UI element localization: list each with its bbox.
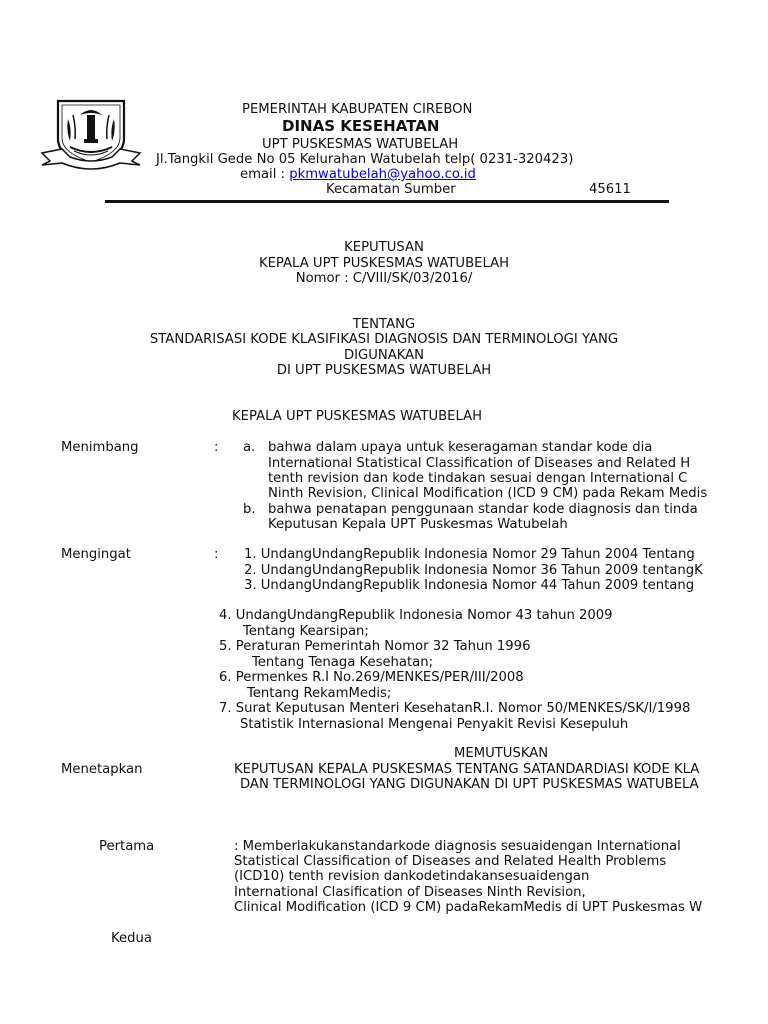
memutuskan-heading: MEMUTUSKAN [454, 746, 549, 761]
menimbang-a-line: Ninth Revision, Clinical Modification (ICD 9 CM) pada Rekam Medis [268, 486, 708, 501]
menimbang-b-line: Keputusan Kepala UPT Puskesmas Watubelah [268, 517, 568, 532]
mengingat-item: 2. UndangUndangRepublik Indonesia Nomor 36 Tahun 2009 tentangK [244, 563, 703, 578]
decree-title: KEPUTUSAN [344, 240, 424, 255]
header-department-line: DINAS KESEHATAN [282, 117, 440, 135]
menimbang-a-line: bahwa dalam upaya untuk keseragaman standar kode dia [268, 440, 653, 455]
pertama-line: International Clasification of Diseases Ninth Revision, [234, 885, 586, 900]
subject-line-1: STANDARISASI KODE KLASIFIKASI DIAGNOSIS DAN TERMINOLOGI YANG [149, 332, 619, 347]
decree-number: Nomor : C/VIII/SK/03/2016/ [295, 271, 473, 286]
pertama-line: Statistical Classification of Diseases and Related Health Problems [234, 854, 667, 869]
header-address-line: Jl.Tangkil Gede No 05 Kelurahan Watubelah telp( 0231-320423) [156, 152, 574, 167]
mengingat-item-detail: Tentang RekamMedis; [247, 686, 392, 701]
pertama-line: : Memberlakukanstandarkode diagnosis sesuaidengan International [234, 839, 681, 854]
mengingat-item: 6. Permenkes R.I No.269/MENKES/PER/III/2008 [219, 670, 524, 685]
mengingat-item-detail: Tentang Tenaga Kesehatan; [252, 655, 434, 670]
menimbang-b-marker: b. [243, 502, 256, 517]
mengingat-item: 4. UndangUndangRepublik Indonesia Nomor 43 tahun 2009 [219, 608, 613, 623]
decree-issuer: KEPALA UPT PUSKESMAS WATUBELAH [258, 256, 510, 271]
mengingat-item-detail: Tentang Kearsipan; [243, 624, 369, 639]
email-link[interactable]: pkmwatubelah@yahoo.co.id [289, 167, 476, 182]
menetapkan-label: Menetapkan [61, 762, 143, 777]
menetapkan-line: KEPUTUSAN KEPALA PUSKESMAS TENTANG SATANDARDIASI KODE KLA [234, 762, 700, 777]
subject-line-2: DIGUNAKAN [343, 348, 425, 363]
mengingat-label: Mengingat [61, 547, 131, 562]
email-label: email : [240, 167, 290, 182]
header-postal-code: 45611 [589, 182, 631, 197]
menimbang-a-line: tenth revision dan kode tindakan sesuai dengan International C [268, 471, 688, 486]
header-unit-line: UPT PUSKESMAS WATUBELAH [262, 137, 459, 152]
mengingat-item: 3. UndangUndangRepublik Indonesia Nomor 44 Tahun 2009 tentang [244, 578, 695, 593]
menimbang-b-line: bahwa penatapan penggunaan standar kode diagnosis dan tinda [268, 502, 698, 517]
pertama-line: (ICD10) tenth revision dankodetindakansesuaidengan [234, 869, 590, 884]
mengingat-item: 5. Peraturan Pemerintah Nomor 32 Tahun 1996 [219, 639, 531, 654]
letterhead-divider [105, 200, 669, 203]
header-email-line [240, 167, 476, 182]
mengingat-item-detail: Statistik Internasional Mengenai Penyakit Revisi Kesepuluh [240, 717, 629, 732]
subject-line-3: DI UPT PUSKESMAS WATUBELAH [276, 363, 492, 378]
menimbang-a-marker: a. [243, 440, 256, 455]
menimbang-colon: : [214, 440, 219, 455]
menimbang-a-line: International Statistical Classification of Diseases and Related H [268, 456, 691, 471]
header-district: Kecamatan Sumber [326, 182, 456, 197]
issuing-official: KEPALA UPT PUSKESMAS WATUBELAH [232, 409, 483, 424]
pertama-line: Clinical Modification (ICD 9 CM) padaRekamMedis di UPT Puskesmas W [234, 900, 703, 915]
mengingat-item: 1. UndangUndangRepublik Indonesia Nomor 29 Tahun 2004 Tentang [244, 547, 695, 562]
pertama-label: Pertama [99, 839, 155, 854]
menetapkan-line: DAN TERMINOLOGI YANG DIGUNAKAN DI UPT PUSKESMAS WATUBELA [240, 777, 699, 792]
cirebon-regency-seal-icon [40, 95, 142, 171]
mengingat-colon: : [214, 547, 219, 562]
mengingat-item: 7. Surat Keputusan Menteri KesehatanR.I. Nomor 50/MENKES/SK/I/1998 [219, 701, 691, 716]
kedua-label: Kedua [111, 931, 152, 946]
header-government-line: PEMERINTAH KABUPATEN CIREBON [242, 102, 473, 117]
subject-heading: TENTANG [352, 317, 416, 332]
menimbang-label: Menimbang [61, 440, 139, 455]
